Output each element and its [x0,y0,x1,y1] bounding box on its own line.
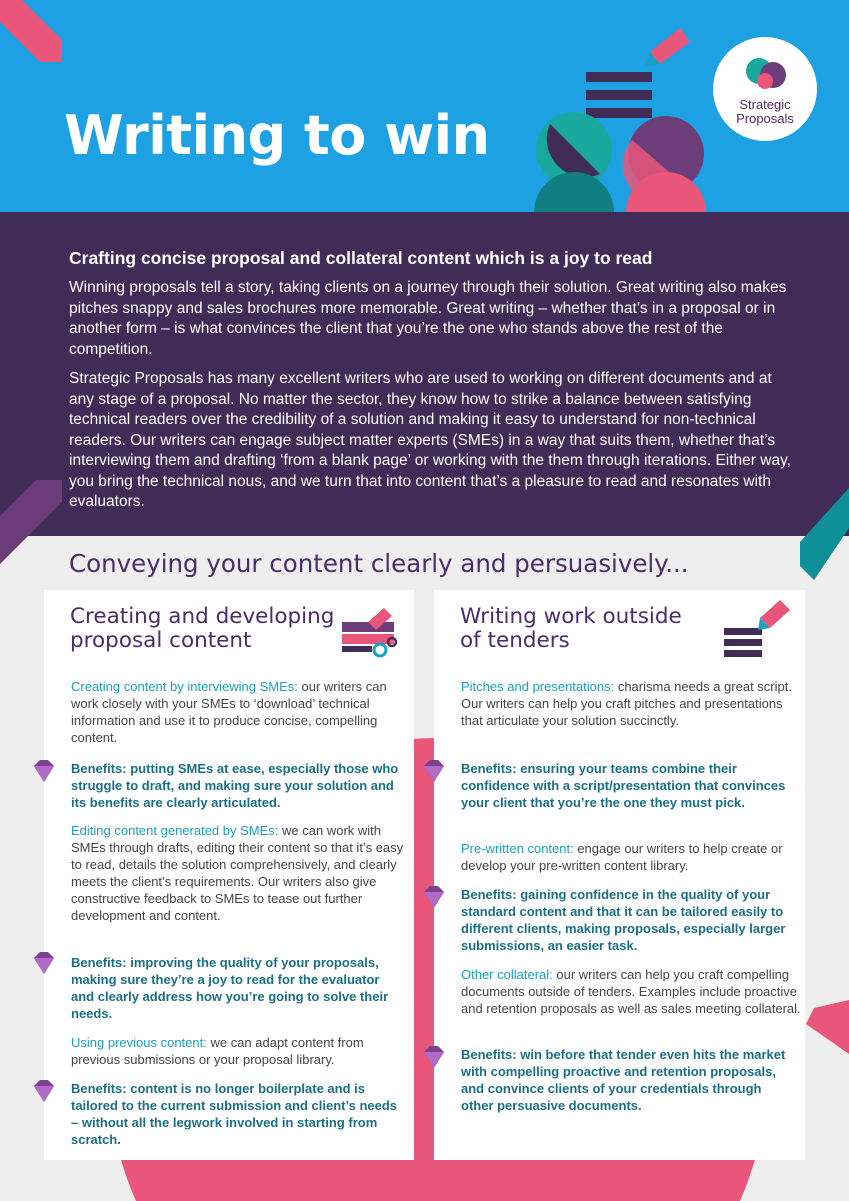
intro-paragraph-1: Winning proposals tell a story, taking clients on a journey through their solution. Great writing also makes pitches snappy and sales brochures more memorable. Great writing – whether that’s in a proposal or in another form – is what convinces the client that you’re the one who stands above the rest of the competition. [69,279,787,358]
strategic-proposals-logo[interactable] [713,37,817,141]
pink-right-stripe [806,1000,849,1080]
benefit-other-collateral [461,1046,791,1114]
item-body: charisma needs a great script. Our writers can help you craft pitches and presentations that articulate your solution succinctly. [461,679,792,728]
item-pitches [461,678,801,729]
item-other-collateral [461,966,801,1017]
card-title-right [460,605,682,653]
gem-icon [420,1044,448,1070]
gem-icon [420,884,448,910]
page-title: Writing to win [64,104,490,167]
pencil-icon [646,28,690,66]
item-prewritten [461,840,801,874]
item-body: our writers can work closely with your SMEs to ‘download’ technical information and use it to produce concise, compelling content. [71,679,387,745]
benefit-previous [71,1080,401,1148]
gem-icon [420,758,448,784]
item-lead: Pitches and presentations: [461,679,615,694]
purple-left-stripe [0,480,62,570]
logo-text-line1: Strategic [739,97,791,112]
teal-right-stripe [800,488,849,584]
gem-icon [30,950,58,976]
item-lead: Using previous content: [71,1035,207,1050]
item-previous-content [71,1034,411,1068]
gem-icon [30,758,58,784]
header-banner [0,0,849,212]
benefit-text: Benefits: win before that tender even hits the market with compelling proactive and retention proposals, and convince clients of your credentials through other persuasive documents. [461,1047,786,1113]
benefit-text: Benefits: ensuring your teams combine their confidence with a script/presentation that convinces your client that you’re the one they must pick. [461,761,786,810]
item-lead: Pre-written content: [461,841,574,856]
card-title-left-line2: proposal content [70,628,252,653]
benefit-editing [71,954,401,1022]
item-lead: Editing content generated by SMEs: [71,823,279,838]
item-body: we can work with SMEs through drafts, editing their content so that it’s easy to read, details the solution comprehensively, and clearly meets the client’s requirements. Our writers also give constructive feedback to SMEs to tease out further development and content. [71,823,404,923]
benefit-text: Benefits: gaining confidence in the quality of your standard content and that it can be tailored easily to different clients, making proposals, especially larger submissions, an easier task. [461,887,786,953]
card-outside-tenders [434,590,805,1160]
item-body: our writers can help you craft compelling documents outside of tenders. Examples include proactive and retention proposals as well as sales meeting collateral. [461,967,801,1016]
logo-text-line2: Proposals [736,111,794,126]
document-pencil-icon [720,596,792,660]
item-lead: Other collateral: [461,967,553,982]
pink-diagonal-stripe [0,0,70,70]
card-title-left [70,605,334,653]
card-proposal-content [44,590,414,1160]
benefit-text: Benefits: putting SMEs at ease, especially those who struggle to draft, and making sure your solution and its benefits are clearly articulated. [71,761,399,810]
benefit-text: Benefits: improving the quality of your proposals, making sure they’re a joy to read for the evaluator and clearly address how you’re going to solve their needs. [71,955,389,1021]
intro-paragraph-2: Strategic Proposals has many excellent writers who are used to working on different documents and at any stage of a proposal. No matter the sector, they know how to strike a balance between satisfying technical readers over the credibility of a solution and making it easy to understand for non-technical readers. Our writers can engage subject matter experts (SMEs) in a way that suits them, whether that’s interviewing them and drafting ‘from a blank page’ or working with the them through iterations. Either way, you bring the technical nous, and we turn that into content that’s a pleasure to read and resonates with evaluators. [69,370,791,510]
item-editing-smes [71,822,411,924]
document-gears-icon [340,606,400,658]
card-title-left-line1: Creating and developing [70,604,335,629]
item-interviewing-smes [71,678,411,746]
people-illustration [520,20,720,212]
section-heading: Conveying your content clearly and persuasively... [69,549,689,578]
intro-section [0,212,849,536]
card-title-right-line1: Writing work outside [460,604,682,629]
item-lead: Creating content by interviewing SMEs: [71,679,298,694]
item-body: engage our writers to help create or develop your pre-written content library. [461,841,783,873]
benefit-text: Benefits: content is no longer boilerplate and is tailored to the current submission and client’s needs – without all the legwork involved in starting from scratch. [71,1081,398,1147]
benefit-interviewing [71,760,401,811]
intro-heading: Crafting concise proposal and collateral content which is a joy to read [69,248,653,268]
benefit-prewritten [461,886,791,954]
card-title-right-line2: of tenders [460,628,570,653]
item-body: we can adapt content from previous submissions or your proposal library. [71,1035,364,1067]
gem-icon [30,1078,58,1104]
benefit-pitches [461,760,791,811]
logo-mark-icon [743,53,789,97]
